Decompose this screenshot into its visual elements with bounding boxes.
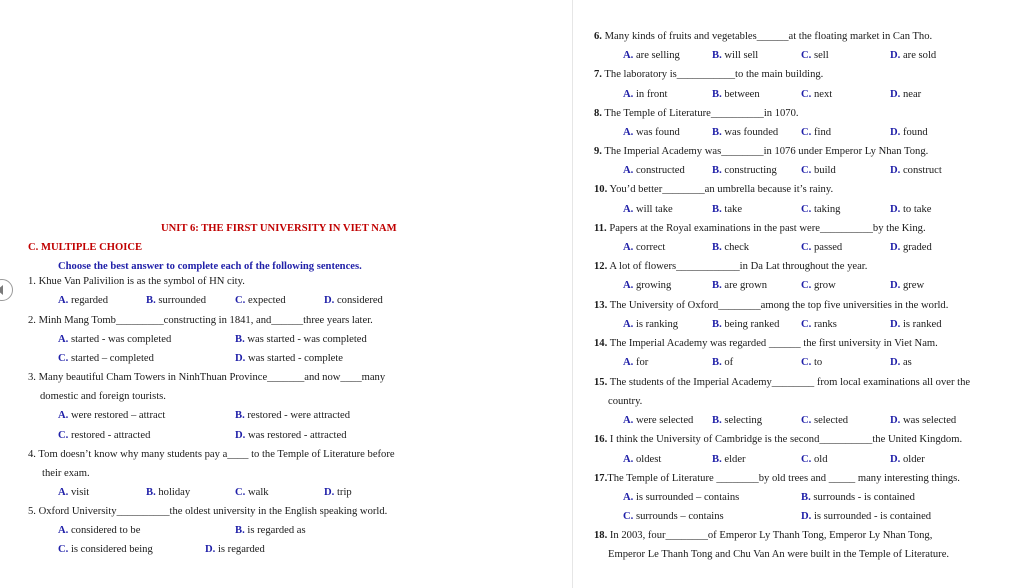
q1-option-b[interactable]: B. surrounded (146, 295, 207, 306)
q9-option-c[interactable]: C. build (801, 165, 836, 176)
q17-option-c[interactable]: C. surrounds – contains (623, 511, 724, 522)
q5-option-c[interactable]: C. is considered being (58, 544, 153, 555)
q3-option-d[interactable]: D. was restored - attracted (235, 430, 347, 441)
q3-option-c[interactable]: C. restored - attracted (58, 430, 151, 441)
q13-option-a[interactable]: A. is ranking (623, 319, 679, 330)
q8-option-b[interactable]: B. was founded (712, 127, 779, 138)
q2-option-b[interactable]: B. was started - was completed (235, 334, 367, 345)
q5-option-a[interactable]: A. considered to be (58, 525, 141, 536)
q10-option-b[interactable]: B. take (712, 204, 743, 215)
q4-option-b[interactable]: B. holiday (146, 487, 191, 498)
q1-option-a[interactable]: A. regarded (58, 295, 109, 306)
right-page (574, 0, 1024, 588)
q6-option-d[interactable]: D. are sold (890, 50, 937, 61)
question-12: 12. A lot of flowers____________in Da Lat throughout the year. (594, 261, 868, 272)
q10-option-a[interactable]: A. will take (623, 204, 673, 215)
q15-option-d[interactable]: D. was selected (890, 415, 957, 426)
page-divider (572, 0, 573, 588)
q12-option-d[interactable]: D. grew (890, 280, 925, 291)
question-7: 7. The laboratory is___________to the main building. (594, 69, 824, 80)
section-heading: C. MULTIPLE CHOICE (28, 242, 143, 253)
q8-option-c[interactable]: C. find (801, 127, 832, 138)
q9-option-b[interactable]: B. constructing (712, 165, 777, 176)
q15-option-c[interactable]: C. selected (801, 415, 849, 426)
q17-option-d[interactable]: D. is surrounded - is contained (801, 511, 932, 522)
question-14: 14. The Imperial Academy was regarded ______ the first university in Viet Nam. (594, 338, 938, 349)
question-1: 1. Khue Van Palivilion is as the symbol of HN city. (28, 276, 245, 287)
question-15-continued: country. (608, 396, 643, 407)
q6-option-b[interactable]: B. will sell (712, 50, 759, 61)
q10-option-c[interactable]: C. taking (801, 204, 841, 215)
question-9: 9. The Imperial Academy was________in 1076 under Emperor Ly Nhan Tong. (594, 146, 929, 157)
q13-option-d[interactable]: D. is ranked (890, 319, 942, 330)
q8-option-a[interactable]: A. was found (623, 127, 680, 138)
q1-option-d[interactable]: D. considered (324, 295, 383, 306)
q8-option-d[interactable]: D. found (890, 127, 928, 138)
question-10: 10. You’d better________an umbrella because it’s rainy. (594, 184, 834, 195)
question-3: 3. Many beautiful Cham Towers in NinhThuan Province_______and now____many (28, 372, 386, 383)
question-13: 13. The University of Oxford________among the top five universities in the world. (594, 300, 949, 311)
q5-option-b[interactable]: B. is regarded as (235, 525, 306, 536)
question-5: 5. Oxford University__________the oldest university in the English speaking world. (28, 506, 388, 517)
q13-option-b[interactable]: B. being ranked (712, 319, 780, 330)
q7-option-b[interactable]: B. between (712, 89, 760, 100)
q14-option-a[interactable]: A. for (623, 357, 649, 368)
q12-option-a[interactable]: A. growing (623, 280, 672, 291)
q2-option-d[interactable]: D. was started - complete (235, 353, 343, 364)
unit-title: UNIT 6: THE FIRST UNIVERSITY IN VIET NAM (161, 223, 397, 234)
q11-option-c[interactable]: C. passed (801, 242, 843, 253)
q4-option-a[interactable]: A. visit (58, 487, 90, 498)
question-8: 8. The Temple of Literature__________in 1070. (594, 108, 799, 119)
q2-option-c[interactable]: C. started – completed (58, 353, 154, 364)
q5-option-d[interactable]: D. is regarded (205, 544, 265, 555)
q7-option-c[interactable]: C. next (801, 89, 833, 100)
q9-option-a[interactable]: A. constructed (623, 165, 685, 176)
question-2: 2. Minh Mang Tomb_________constructing in 1841, and______three years later. (28, 315, 373, 326)
q11-option-a[interactable]: A. correct (623, 242, 666, 253)
q4-option-d[interactable]: D. trip (324, 487, 352, 498)
question-18: 18. In 2003, four________of Emperor Ly Thanh Tong, Emperor Ly Nhan Tong, (594, 530, 933, 541)
q17-option-b[interactable]: B. surrounds - is contained (801, 492, 915, 503)
q16-option-a[interactable]: A. oldest (623, 454, 662, 465)
question-15: 15. The students of the Imperial Academy________ from local examinations all over the (594, 377, 971, 388)
question-6: 6. Many kinds of fruits and vegetables______at the floating market in Can Tho. (594, 31, 933, 42)
q12-option-b[interactable]: B. are grown (712, 280, 768, 291)
question-4: 4. Tom doesn’t know why many students pay a____ to the Temple of Literature before (28, 449, 395, 460)
question-17: 17.The Temple of Literature ________by old trees and _____ many interesting things. (594, 473, 960, 484)
q3-option-a[interactable]: A. were restored – attract (58, 410, 166, 421)
q11-option-b[interactable]: B. check (712, 242, 750, 253)
q7-option-d[interactable]: D. near (890, 89, 922, 100)
previous-page-arrow-icon[interactable] (0, 279, 13, 301)
q16-option-d[interactable]: D. older (890, 454, 925, 465)
question-16: 16. I think the University of Cambridge is the second__________the United Kingdom. (594, 434, 963, 445)
question-4-continued: their exam. (42, 468, 90, 479)
instruction: Choose the best answer to complete each of the following sentences. (58, 261, 362, 272)
q2-option-a[interactable]: A. started - was completed (58, 334, 172, 345)
q12-option-c[interactable]: C. grow (801, 280, 836, 291)
q11-option-d[interactable]: D. graded (890, 242, 932, 253)
q13-option-c[interactable]: C. ranks (801, 319, 837, 330)
q4-option-c[interactable]: C. walk (235, 487, 269, 498)
q16-option-c[interactable]: C. old (801, 454, 828, 465)
q17-option-a[interactable]: A. is surrounded – contains (623, 492, 740, 503)
q9-option-d[interactable]: D. construct (890, 165, 942, 176)
q3-option-b[interactable]: B. restored - were attracted (235, 410, 351, 421)
q16-option-b[interactable]: B. elder (712, 454, 746, 465)
question-11: 11. Papers at the Royal examinations in the past were__________by the King. (594, 223, 926, 234)
q7-option-a[interactable]: A. in front (623, 89, 668, 100)
q14-option-c[interactable]: C. to (801, 357, 823, 368)
q6-option-a[interactable]: A. are selling (623, 50, 680, 61)
q15-option-a[interactable]: A. were selected (623, 415, 694, 426)
q1-option-c[interactable]: C. expected (235, 295, 286, 306)
question-3-continued: domestic and foreign tourists. (40, 391, 166, 402)
q14-option-b[interactable]: B. of (712, 357, 734, 368)
q10-option-d[interactable]: D. to take (890, 204, 932, 215)
q14-option-d[interactable]: D. as (890, 357, 912, 368)
question-18-continued: Emperor Le Thanh Tong and Chu Van An were built in the Temple of Literature. (608, 549, 950, 560)
q15-option-b[interactable]: B. selecting (712, 415, 763, 426)
q6-option-c[interactable]: C. sell (801, 50, 829, 61)
